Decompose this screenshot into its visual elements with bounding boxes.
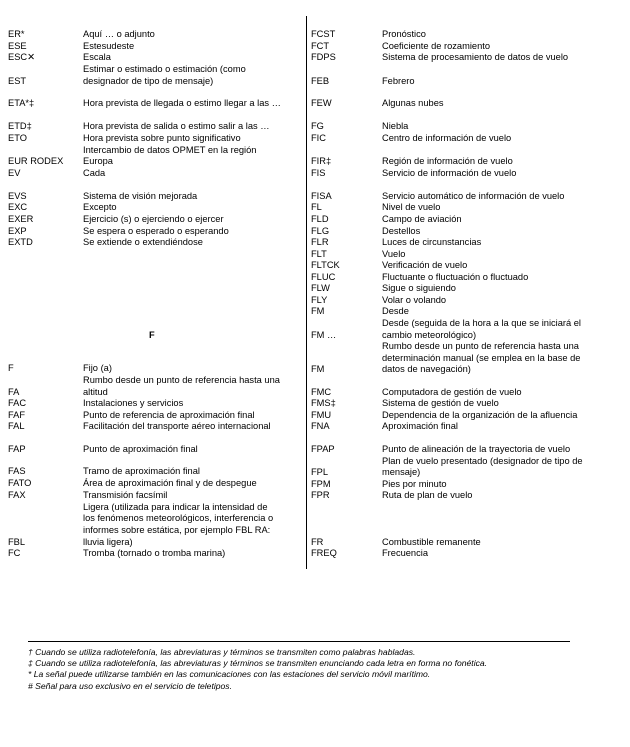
abbreviation-meaning: Ejercicio (s) o ejerciendo o ejercer [83,214,224,224]
abbreviation-meaning: Algunas nubes [382,98,444,108]
abbreviation-meaning: lluvia ligera) [83,537,133,547]
abbreviation: FAC [8,398,27,408]
abbreviation-meaning: Fluctuante o fluctuación o fluctuado [382,272,529,282]
abbreviation: FAL [8,421,25,431]
abbreviation-meaning: Hora prevista de llegada o estimo llegar a las … [83,98,281,108]
footnote-rule [28,641,570,642]
abbreviation-meaning: Ruta de plan de vuelo [382,490,473,500]
abbreviation-meaning: Dependencia de la organización de la afluencia [382,410,578,420]
abbreviation: FLTCK [311,260,340,270]
abbreviation-meaning: Escala [83,52,111,62]
abbreviation: FR [311,537,324,547]
abbreviation-meaning: Punto de aproximación final [83,444,198,454]
abbreviation: FIC [311,133,326,143]
abbreviation: FM [311,306,325,316]
abbreviation-meaning: Rumbo desde un punto de referencia hasta una [382,341,579,351]
abbreviation: FPR [311,490,330,500]
abbreviation: FLUC [311,272,336,282]
abbreviation-meaning: Se extiende o extendiéndose [83,237,203,247]
abbreviation: EXC [8,202,28,212]
abbreviation-meaning: Facilitación del transporte aéreo internacional [83,421,271,431]
abbreviation-meaning: Se espera o esperado o esperando [83,226,229,236]
abbreviation: FMC [311,387,332,397]
abbreviation: FMS‡ [311,398,336,408]
abbreviation-meaning: Tramo de aproximación final [83,466,200,476]
abbreviation-meaning: Pronóstico [382,29,426,39]
abbreviation: FBL [8,537,26,547]
abbreviation: FCT [311,41,330,51]
abbreviation: FC [8,548,21,558]
abbreviation: ESE [8,41,27,51]
abbreviation-meaning: Cada [83,168,106,178]
abbreviation: EXTD [8,237,33,247]
abbreviation: FLD [311,214,329,224]
abbreviation: FAX [8,490,26,500]
abbreviation: EV [8,168,21,178]
abbreviation-meaning: Europa [83,156,113,166]
abbreviation-meaning: Hora prevista de salida o estimo salir a las … [83,121,270,131]
abbreviation-meaning: Sistema de gestión de vuelo [382,398,499,408]
abbreviation-meaning: Destellos [382,226,421,236]
abbreviation: ER* [8,29,25,39]
abbreviation: ESC✕ [8,52,35,62]
abbreviation-meaning: Luces de circunstancias [382,237,482,247]
abbreviation-meaning: Excepto [83,202,117,212]
abbreviation-meaning: Tromba (tornado o tromba marina) [83,548,226,558]
abbreviation: FDPS [311,52,336,62]
abbreviation-meaning: informes sobre estática, por ejemplo FBL RA: [83,525,271,535]
abbreviation: FL [311,202,322,212]
abbreviation-meaning: Área de aproximación final y de despegue [83,478,257,488]
abbreviation-meaning: Nivel de vuelo [382,202,441,212]
abbreviation-meaning: cambio meteorológico) [382,330,477,340]
abbreviation: FM [311,364,325,374]
abbreviation: FNA [311,421,330,431]
abbreviation-meaning: Aproximación final [382,421,458,431]
abbreviation: ETA*‡ [8,98,35,108]
abbreviation-meaning: altitud [83,387,108,397]
abbreviation-meaning: mensaje) [382,467,421,477]
abbreviation: FLW [311,283,330,293]
abbreviation-meaning: Niebla [382,121,409,131]
abbreviation: FCST [311,29,336,39]
abbreviation-meaning: Transmisión facsímil [83,490,168,500]
abbreviation: EXP [8,226,27,236]
abbreviation: FLY [311,295,328,305]
abbreviation: FLG [311,226,330,236]
abbreviation: F [8,363,14,373]
abbreviation-meaning: designador de tipo de mensaje) [83,76,214,86]
abbreviation-meaning: Centro de información de vuelo [382,133,512,143]
abbreviation-meaning: los fenómenos meteorológicos, interferencia o [83,513,274,523]
abbreviation: FREQ [311,548,337,558]
abbreviation: FAS [8,466,26,476]
abbreviation-meaning: Desde (seguida de la hora a la que se iniciará el [382,318,581,328]
abbreviation: EUR RODEX [8,156,64,166]
abbreviation-meaning: Combustible remanente [382,537,481,547]
abbreviation-meaning: Sistema de visión mejorada [83,191,198,201]
abbreviation: FLT [311,249,327,259]
abbreviation-meaning: Intercambio de datos OPMET en la región [83,145,257,155]
abbreviation-meaning: Punto de referencia de aproximación final [83,410,255,420]
abbreviation: FISA [311,191,332,201]
abbreviation-meaning: datos de navegación) [382,364,471,374]
abbreviation-meaning: Plan de vuelo presentado (designador de tipo de [382,456,583,466]
abbreviation-meaning: Desde [382,306,409,316]
abbreviation-meaning: Vuelo [382,249,406,259]
abbreviation-meaning: Volar o volando [382,295,447,305]
abbreviation-meaning: Servicio de información de vuelo [382,168,517,178]
abbreviation: FM … [311,330,337,340]
abbreviation: FMU [311,410,332,420]
abbreviation-meaning: Estimar o estimado o estimación (como [83,64,246,74]
abbreviation: FEW [311,98,332,108]
abbreviation: ETD‡ [8,121,32,131]
abbreviation-meaning: Sigue o siguiendo [382,283,456,293]
abbreviation: FIS [311,168,326,178]
abbreviation-meaning: Coeficiente de rozamiento [382,41,491,51]
abbreviation: FLR [311,237,329,247]
abbreviation-meaning: Rumbo desde un punto de referencia hasta una [83,375,280,385]
column-divider [306,16,307,569]
abbreviation-meaning: Punto de alineación de la trayectoria de vuelo [382,444,571,454]
abbreviation: ETO [8,133,27,143]
abbreviation: FA [8,387,20,397]
abbreviation-meaning: Febrero [382,76,415,86]
footnote: * La señal puede utilizarse también en las comunicaciones con las estaciones del servicio móvil marítimo. [28,669,431,679]
abbreviation-meaning: Región de información de vuelo [382,156,513,166]
abbreviation-meaning: Aquí … o adjunto [83,29,155,39]
abbreviation: FAP [8,444,26,454]
abbreviation: FAF [8,410,26,420]
abbreviation: FPL [311,467,329,477]
abbreviation: FPAP [311,444,335,454]
abbreviation-meaning: determinación manual (se emplea en la base de [382,353,581,363]
abbreviation-meaning: Instalaciones y servicios [83,398,184,408]
footnote: ‡ Cuando se utiliza radiotelefonía, las abreviaturas y términos se transmiten enunciando cada letra en forma no fonética. [28,658,488,668]
abbreviation: FEB [311,76,330,86]
abbreviation: FG [311,121,324,131]
abbreviation: FIR‡ [311,156,332,166]
abbreviation: FPM [311,479,331,489]
abbreviation-meaning: Pies por minuto [382,479,447,489]
abbreviation: FATO [8,478,32,488]
abbreviation-meaning: Servicio automático de información de vuelo [382,191,565,201]
abbreviation-meaning: Estesudeste [83,41,135,51]
abbreviation: EXER [8,214,34,224]
section-heading: F [149,330,155,340]
abbreviation-meaning: Frecuencia [382,548,428,558]
abbreviation-meaning: Campo de aviación [382,214,462,224]
abbreviation-meaning: Hora prevista sobre punto significativo [83,133,241,143]
abbreviation: EST [8,76,27,86]
abbreviation-meaning: Fijo (a) [83,363,112,373]
abbreviation-meaning: Ligera (utilizada para indicar la intensidad de [83,502,268,512]
footnote: † Cuando se utiliza radiotelefonía, las abreviaturas y términos se transmiten como palabras habladas. [28,647,416,657]
abbreviation-meaning: Computadora de gestión de vuelo [382,387,522,397]
abbreviation: EVS [8,191,27,201]
abbreviation-meaning: Verificación de vuelo [382,260,468,270]
footnote: # Señal para uso exclusivo en el servicio de teletipos. [28,681,232,691]
abbreviation-meaning: Sistema de procesamiento de datos de vuelo [382,52,569,62]
